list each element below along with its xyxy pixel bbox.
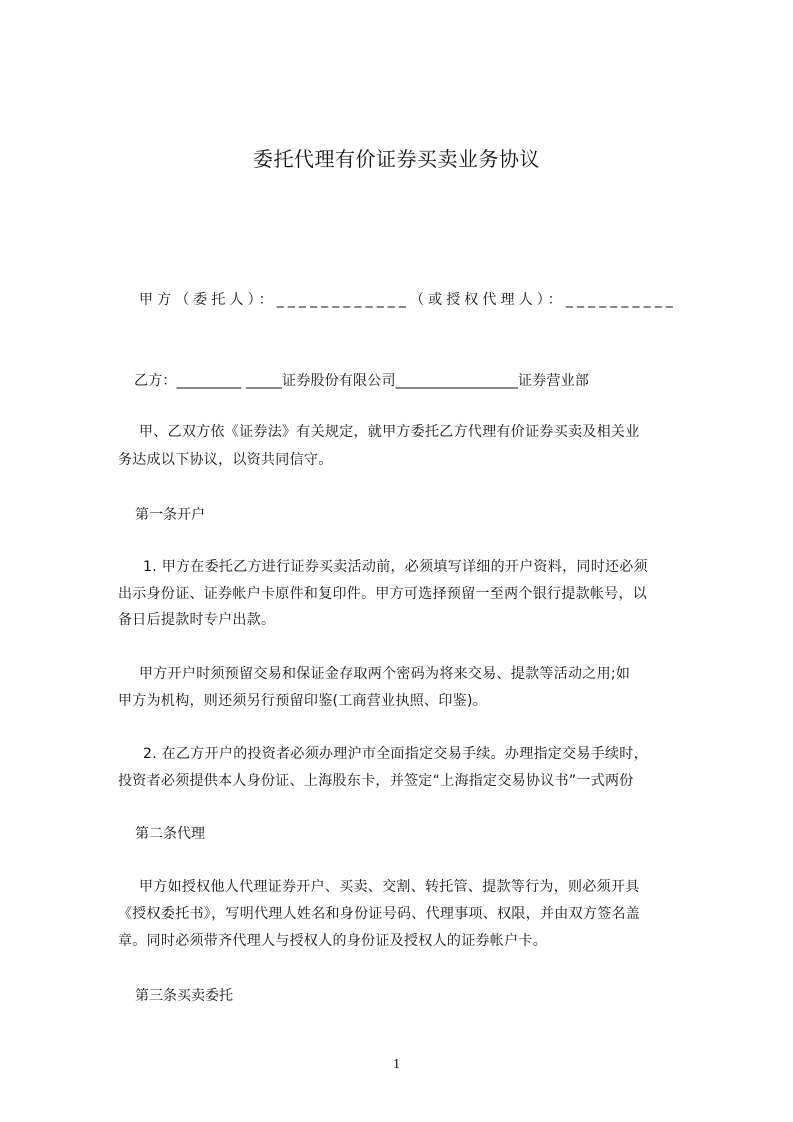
article-2-line-1: 甲方如授权他人代理证券开户、买卖、交割、转托管、提款等行为，则必须开具 (139, 879, 640, 895)
article-1-clause-1-line-1: 1. 甲方在委托乙方进行证券买卖活动前，必须填写详细的开户资料，同时还必须 (143, 559, 648, 575)
article-3-heading: 第三条买卖委托 (135, 988, 233, 1004)
party-b-line: 乙方：_________ _____证券股份有限公司_________________证券营业部 (134, 373, 590, 389)
article-1-clause-2-line-2: 投资者必须提供本人身份证、上海股东卡，并签定“上海指定交易协议书”一式两份 (118, 773, 634, 789)
intro-line-2: 务达成以下协议，以资共同信守。 (118, 452, 333, 468)
article-2-line-3: 章。同时必须带齐代理人与授权人的身份证及授权人的证券帐户卡。 (118, 933, 547, 949)
document-title: 委托代理有价证券买卖业务协议 (253, 147, 540, 171)
article-2-heading: 第二条代理 (135, 826, 205, 842)
intro-line-1: 甲、乙双方依《证券法》有关规定，就甲方委托乙方代理有价证券买卖及相关业 (139, 424, 640, 440)
article-1-clause-2-line-1: 2. 在乙方开户的投资者必须办理沪市全面指定交易手续。办理指定交易手续时， (143, 746, 648, 762)
article-1-clause-1b-line-1: 甲方开户时须预留交易和保证金存取两个密码为将来交易、提款等活动之用;如 (139, 666, 631, 682)
article-1-clause-1-line-2: 出示身份证、证券帐户卡原件和复印件。甲方可选择预留一至两个银行提款帐号，以 (118, 586, 648, 602)
article-1-clause-1-line-3: 备日后提款时专户出款。 (118, 612, 276, 628)
article-1-clause-1b-line-2: 甲方为机构，则还须另行预留印鉴(工商营业执照、印鉴)。 (118, 693, 488, 709)
article-1-heading: 第一条开户 (135, 507, 205, 523)
page-number: 1 (393, 1057, 400, 1072)
party-a-line: 甲方（委托人）：____________（或授权代理人）：__________ (139, 292, 677, 308)
article-2-line-2: 《授权委托书》，写明代理人姓名和身份证号码、代理事项、权限，并由双方签名盖 (118, 906, 641, 922)
